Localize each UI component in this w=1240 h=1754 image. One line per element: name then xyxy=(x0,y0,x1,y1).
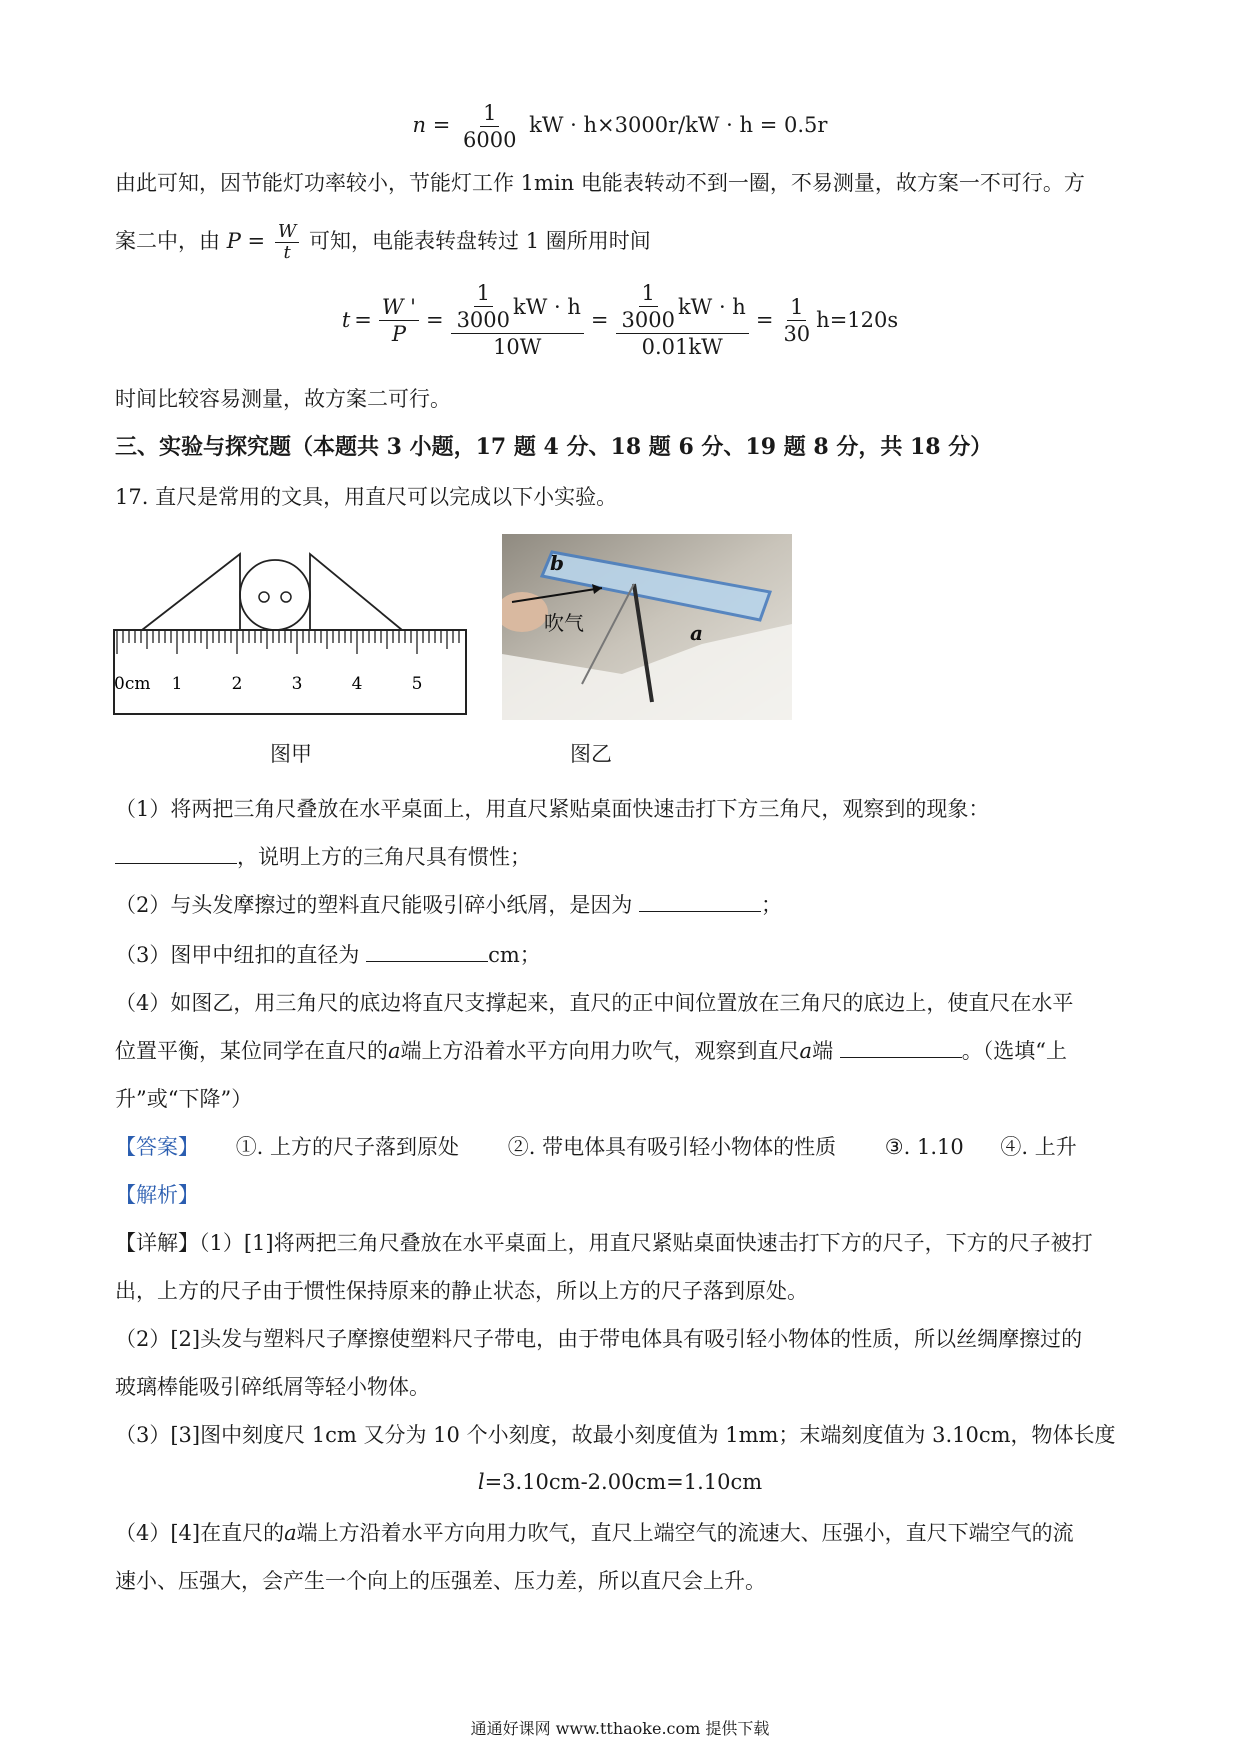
symbol-t: t xyxy=(341,308,351,332)
answer-blank-2[interactable] xyxy=(639,891,761,912)
button-hole-left xyxy=(259,592,269,602)
text-span: 端 xyxy=(812,1039,834,1063)
formula-n xyxy=(0,100,1240,153)
text-span: 位置平衡，某位同学在直尺的 xyxy=(115,1039,388,1063)
ruler-label-0: 0cm xyxy=(114,674,151,694)
answer-1: ①. 上方的尺子落到原处 xyxy=(235,1135,460,1159)
compound-fraction-1 xyxy=(451,280,584,360)
inner-fraction xyxy=(619,280,678,333)
detail-4-line-1 xyxy=(115,1518,1074,1548)
compound-fraction-2 xyxy=(616,280,749,360)
ruler-ticks xyxy=(117,630,459,654)
detail-3-line-1: （3）[3]图中刻度尺 1cm 又分为 10 个小刻度，故最小刻度值为 1mm；末端刻度值为 3.10cm，物体长度 xyxy=(115,1423,1116,1447)
detail-3-formula xyxy=(0,1470,1240,1494)
equals-sign: = xyxy=(590,308,609,332)
button-hole-right xyxy=(281,592,291,602)
analysis-label: 【解析】 xyxy=(115,1183,199,1207)
left-triangle xyxy=(142,554,240,630)
fraction-denominator: 30 xyxy=(783,321,811,346)
ruler-outline xyxy=(114,630,466,714)
figure-photo-ruler-balance xyxy=(502,534,792,720)
answer-blank-1[interactable] xyxy=(115,843,237,864)
text-span: 端上方沿着水平方向用力吹气，直尺上端空气的流速大、压强小，直尺下端空气的流 xyxy=(296,1521,1074,1545)
fraction-numerator: W ' xyxy=(379,294,419,321)
unit-text: kW · h xyxy=(513,294,581,319)
question-stem: 17. 直尺是常用的文具，用直尺可以完成以下小实验。 xyxy=(115,485,618,509)
equals-sign: = xyxy=(247,229,266,253)
figure-a-caption: 图甲 xyxy=(270,742,312,766)
detail-4-line-2: 速小、压强大，会产生一个向上的压强差、压力差，所以直尺会上升。 xyxy=(115,1569,766,1593)
label-a: a xyxy=(690,621,703,645)
fraction-result xyxy=(780,294,813,347)
question-1-line-2 xyxy=(115,842,531,872)
formula-n-fraction xyxy=(460,100,519,153)
fraction-denominator: 10W xyxy=(493,335,542,359)
fraction-w-over-t xyxy=(275,222,300,263)
symbol-a: a xyxy=(388,1039,401,1063)
label-b: b xyxy=(550,551,564,575)
label-blow: 吹气 xyxy=(544,611,584,635)
symbol-P: P xyxy=(226,229,241,253)
answer-blank-4[interactable] xyxy=(840,1037,962,1058)
symbol-a: a xyxy=(284,1521,297,1545)
answer-4: ④. 上升 xyxy=(1000,1135,1077,1159)
fraction-denominator: 6000 xyxy=(463,128,517,152)
paragraph-line: 时间比较容易测量，故方案二可行。 xyxy=(115,387,451,411)
text-span: 端上方沿着水平方向用力吹气，观察到直尺 xyxy=(400,1039,800,1063)
figure-ruler-diagram xyxy=(112,548,472,718)
answer-line xyxy=(115,1132,1077,1162)
section-heading: 三、实验与探究题（本题共 3 小题，17 题 4 分、18 题 6 分、19 题 8 分，共 18 分） xyxy=(115,434,993,460)
question-4-line-1: （4）如图乙，用三角尺的底边将直尺支撑起来，直尺的正中间位置放在三角尺的底边上，使直尺在水平 xyxy=(115,991,1074,1015)
inner-fraction xyxy=(454,280,513,333)
fraction-denominator: P xyxy=(391,321,406,346)
fraction-numerator: 1 xyxy=(787,294,806,321)
detail-2-line-2: 玻璃棒能吸引碎纸屑等轻小物体。 xyxy=(115,1375,430,1399)
fraction-denominator: 3000 xyxy=(456,308,511,332)
question-4-line-2 xyxy=(115,1036,1067,1066)
ruler-label-5: 5 xyxy=(411,674,423,694)
figure-b-caption: 图乙 xyxy=(570,742,612,766)
answer-label: 【答案】 xyxy=(115,1135,199,1159)
ruler-label-4: 4 xyxy=(351,674,363,694)
ruler-label-2: 2 xyxy=(231,674,243,694)
symbol-a: a xyxy=(799,1039,813,1063)
ruler-label-3: 3 xyxy=(291,674,303,694)
text-span: （4）[4]在直尺的 xyxy=(115,1521,285,1545)
symbol-l: l xyxy=(477,1470,485,1494)
equals-sign: = xyxy=(354,308,372,332)
text-span: （3）图甲中纽扣的直径为 xyxy=(115,943,360,967)
paragraph-line: 由此可知，因节能灯功率较小，节能灯工作 1min 电能表转动不到一圈，不易测量，故方案一不可行。方 xyxy=(115,171,1085,195)
fraction-numerator: W xyxy=(275,222,300,243)
detail-1-line-1: 【详解】（1）[1]将两把三角尺叠放在水平桌面上，用直尺紧贴桌面快速击打下方的尺子，下方的尺子被打 xyxy=(115,1231,1093,1255)
detail-2-line-1: （2）[2]头发与塑料尺子摩擦使塑料尺子带电，由于带电体具有吸引轻小物体的性质，所以丝绸摩擦过的 xyxy=(115,1327,1083,1351)
text-span: cm； xyxy=(488,943,541,967)
text-span: 案二中，由 xyxy=(115,229,220,253)
answer-2: ②. 带电体具有吸引轻小物体的性质 xyxy=(507,1135,837,1159)
formula-n-rhs: kW · h×3000r/kW · h = 0.5r xyxy=(529,113,828,137)
page-footer: 通通好课网 www.tthaoke.com 提供下载 xyxy=(470,1719,770,1738)
button-circle xyxy=(240,560,310,630)
fraction-denominator: 3000 xyxy=(621,308,675,332)
formula-t xyxy=(0,280,1240,360)
ruler-label-1: 1 xyxy=(171,674,183,694)
text-span: ，说明上方的三角尺具有惯性； xyxy=(237,845,531,869)
text-span: 。（选填“上 xyxy=(961,1039,1067,1063)
question-3 xyxy=(115,940,541,970)
fraction-denominator: t xyxy=(283,242,291,263)
text-span: ； xyxy=(761,893,783,917)
unit-text: kW · h xyxy=(677,294,746,319)
formula-n-lhs: n = xyxy=(412,113,451,137)
detail-1-line-2: 出，上方的尺子由于惯性保持原来的静止状态，所以上方的尺子落到原处。 xyxy=(115,1279,808,1303)
answer-3: ③. 1.10 xyxy=(884,1135,964,1159)
equals-sign: = xyxy=(755,308,774,332)
equals-sign: = xyxy=(425,308,444,332)
result-text: h=120s xyxy=(816,308,899,332)
question-4-line-3: 升”或“下降”） xyxy=(115,1087,253,1111)
right-triangle xyxy=(310,554,402,630)
fraction-denominator: 0.01kW xyxy=(641,335,723,359)
answer-blank-3[interactable] xyxy=(366,941,488,962)
formula-text: =3.10cm-2.00cm=1.10cm xyxy=(484,1470,763,1494)
compound-numerator xyxy=(616,280,749,334)
fraction-numerator: 1 xyxy=(474,280,493,307)
text-span: （2）与头发摩擦过的塑料直尺能吸引碎小纸屑，是因为 xyxy=(115,893,633,917)
text-span: 可知，电能表转盘转过 1 圈所用时间 xyxy=(309,229,651,253)
question-2 xyxy=(115,890,782,920)
fraction-numerator: 1 xyxy=(480,100,499,127)
fraction-numerator: 1 xyxy=(639,280,658,307)
fraction-w-prime-over-p xyxy=(379,294,419,347)
paragraph-line-with-fraction xyxy=(115,222,651,263)
question-1-line-1: （1）将两把三角尺叠放在水平桌面上，用直尺紧贴桌面快速击打下方三角尺，观察到的现象： xyxy=(115,797,990,821)
compound-numerator xyxy=(451,280,584,334)
